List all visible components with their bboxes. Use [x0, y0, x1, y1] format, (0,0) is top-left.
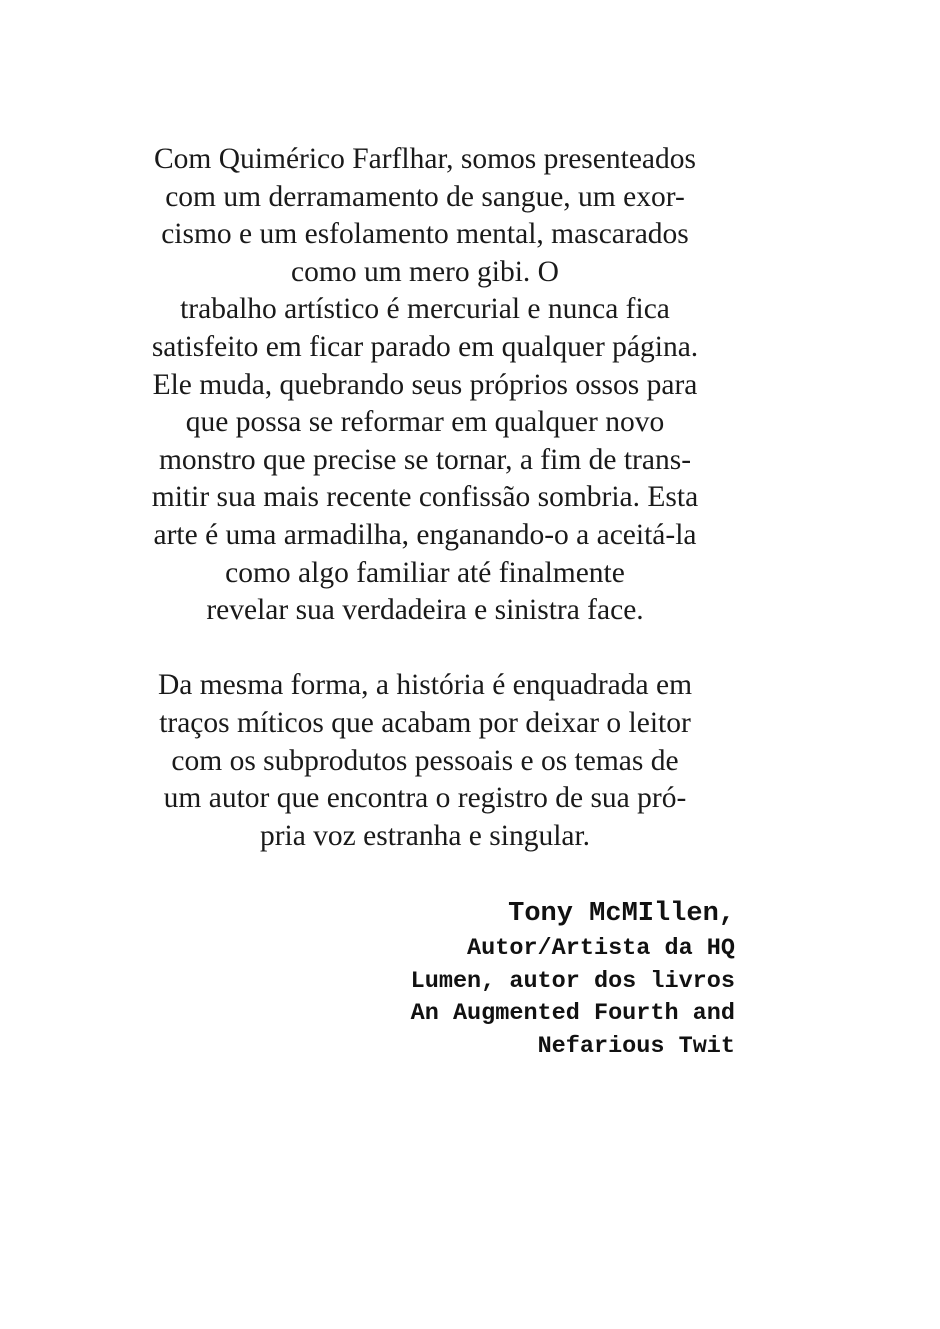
- text-line: revelar sua verdadeira e sinistra face.: [206, 594, 644, 627]
- text-line: como algo familiar até finalmente: [225, 556, 625, 589]
- text-line: arte é uma armadilha, enganando-o a aceitá-la: [153, 518, 697, 551]
- text-line: com os subprodutos pessoais e os temas de: [171, 744, 679, 777]
- text-line: como um mero gibi. O: [291, 255, 559, 288]
- author-credit-line: An Augmented Fourth and: [410, 1000, 735, 1027]
- body-text: [95, 141, 755, 855]
- text-line: Da mesma forma, a história é enquadrada em: [157, 669, 693, 702]
- text-line: que possa se reformar em qualquer novo: [185, 406, 665, 439]
- author-credit-line: Lumen, autor dos livros: [410, 967, 735, 995]
- text-line: trabalho artístico é mercurial e nunca fica: [180, 293, 670, 326]
- text-line: um autor que encontra o registro de sua pró-: [163, 782, 687, 815]
- text-line: mitir sua mais recente confissão sombria. Esta: [151, 481, 699, 514]
- text-line: traços míticos que acabam por deixar o leitor: [159, 706, 691, 739]
- text-line: com um derramamento de sangue, um exor-: [165, 180, 685, 213]
- text-line: monstro que precise se tornar, a fim de trans-: [158, 443, 692, 476]
- paragraph-1: [95, 141, 755, 630]
- text-line: Com Quimérico Farflhar, somos presenteados: [154, 143, 696, 175]
- text-line: satisfeito em ficar parado em qualquer página.: [151, 330, 699, 363]
- paragraph-2: [95, 667, 755, 855]
- text-line: pria voz estranha e singular.: [259, 819, 591, 852]
- author-credit-line: Autor/Artista da HQ: [467, 935, 735, 962]
- author-name: Tony McMIllen,: [508, 899, 735, 929]
- author-credit-line: Nefarious Twit: [537, 1032, 735, 1060]
- author-signature: [411, 895, 735, 1063]
- text-line: cismo e um esfolamento mental, mascarados: [161, 218, 689, 251]
- text-line: Ele muda, quebrando seus próprios ossos para: [152, 368, 698, 401]
